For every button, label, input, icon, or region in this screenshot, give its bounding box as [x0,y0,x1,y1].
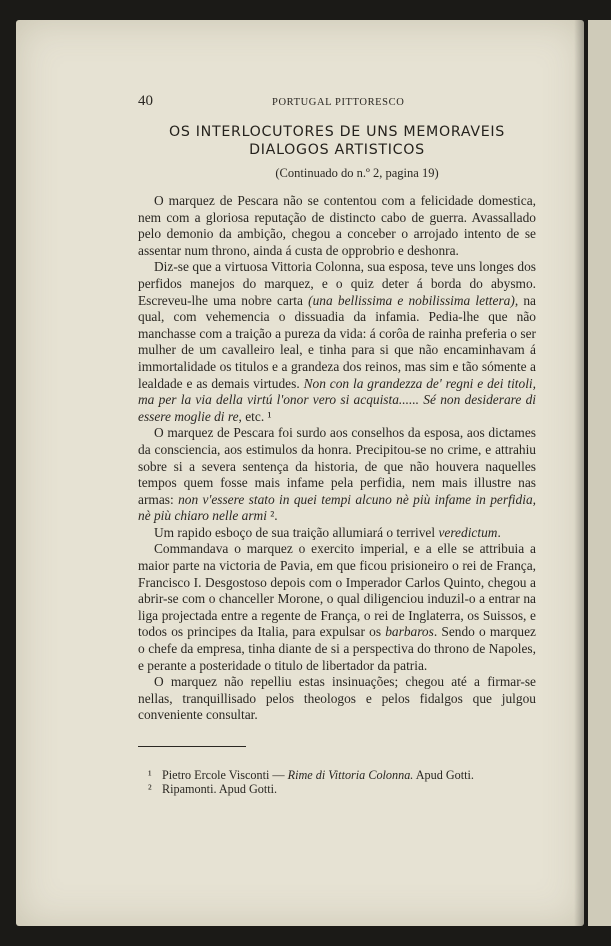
page-number: 40 [138,93,153,109]
paragraph-2: Diz-se que a virtuosa Vittoria Colonna, sua esposa, teve uns longes dos perfidos manejos do marquez, e o quiz deter á borda do abysmo. Escreveu-lhe uma nobre carta (una bellissima e nobilissima lettera), na qual, com vehemencia o dissuadia da infamia. Pedia-lhe que não manchasse com a traição a pureza da vida: á corôa de rainha preferia o ser mulher de um cavalleiro leal, e tinha para si que não encaminhavam á immortalidade os titulos e a grandeza dos reinos, mas sim e tão sómente a lealdade e as demais virtudes. Non con la grandezza de' regni e dei titoli, ma per la via della virtú l'onor vero si acquista...... Sé non desiderare di essere moglie di re, etc. ¹ [138,259,537,424]
facing-page-edge [588,20,611,926]
paragraph-4: Um rapido esboço de sua traição allumiará o terrivel veredictum. [154,524,501,540]
article-title [138,123,536,159]
paragraph-1: O marquez de Pescara não se contentou com a felicidade domestica, nem com a gloriosa reputação de distincto cabo de guerra. Avassallado pelo demonio da ambição, chegou a conceber o arrojado intento de se assentar num throno, ainda á custa de opprobrio e deshonra. [138,193,536,258]
footnotes [138,768,536,796]
paragraph-6: O marquez não repelliu estas insinuações; chegou até a firmar-se nellas, tranquillisado pelos theologos e pelos fidalgos que julgou conveniente consultar. [138,674,536,723]
running-head [138,93,536,115]
footnote-1: ¹ Pietro Ercole Visconti — Rime di Vittoria Colonna. Apud Gotti. [148,768,474,782]
paragraph-5: Commandava o marquez o exercito imperial, e a elle se attribuia a maior parte na victoria de Pavia, em que ficou prisioneiro o rei de França, Francisco I. Desgostoso depois com o Imperador Carlos Quinto, chegou a abrir-se com o chanceller Morone, o qual diligenciou induzil-o a entrar na liga projectada entre a regente de França, o rei de Inglaterra, os Suissos, e todos os principes da Italia, para expulsar os barbaros. Sendo o marquez o chefe da empresa, tinha diante de si a perspectiva do throno de Napoles, e perante a posteridade o titulo de libertador da patria. [138,541,536,673]
gutter-shadow [574,20,584,926]
title-line-2: DIALOGOS ARTISTICOS [249,142,425,158]
footnote-rule [138,746,246,747]
article-body [138,193,536,724]
title-line-1: OS INTERLOCUTORES DE UNS MEMORAVEIS [169,124,505,140]
footnote-2: ² Ripamonti. Apud Gotti. [148,782,278,796]
journal-title: PORTUGAL PITTORESCO [272,97,405,108]
page-content [138,93,536,796]
paragraph-3: O marquez de Pescara foi surdo aos conselhos da esposa, aos dictames da consciencia, aos estimulos da honra. Precipitou-se no crime, e attrahiu sobre si a severa sentença da historia, de que não houvera naquelles tempos quem fosse mais infame pela perfidia, nem mais illustre nas armas: non v'essere stato in quei tempi alcuno nè più infame in perfidia, nè più chiaro nelle armi ². [138,425,536,524]
continuation-note: (Continuado do n.º 2, pagina 19) [275,166,439,180]
